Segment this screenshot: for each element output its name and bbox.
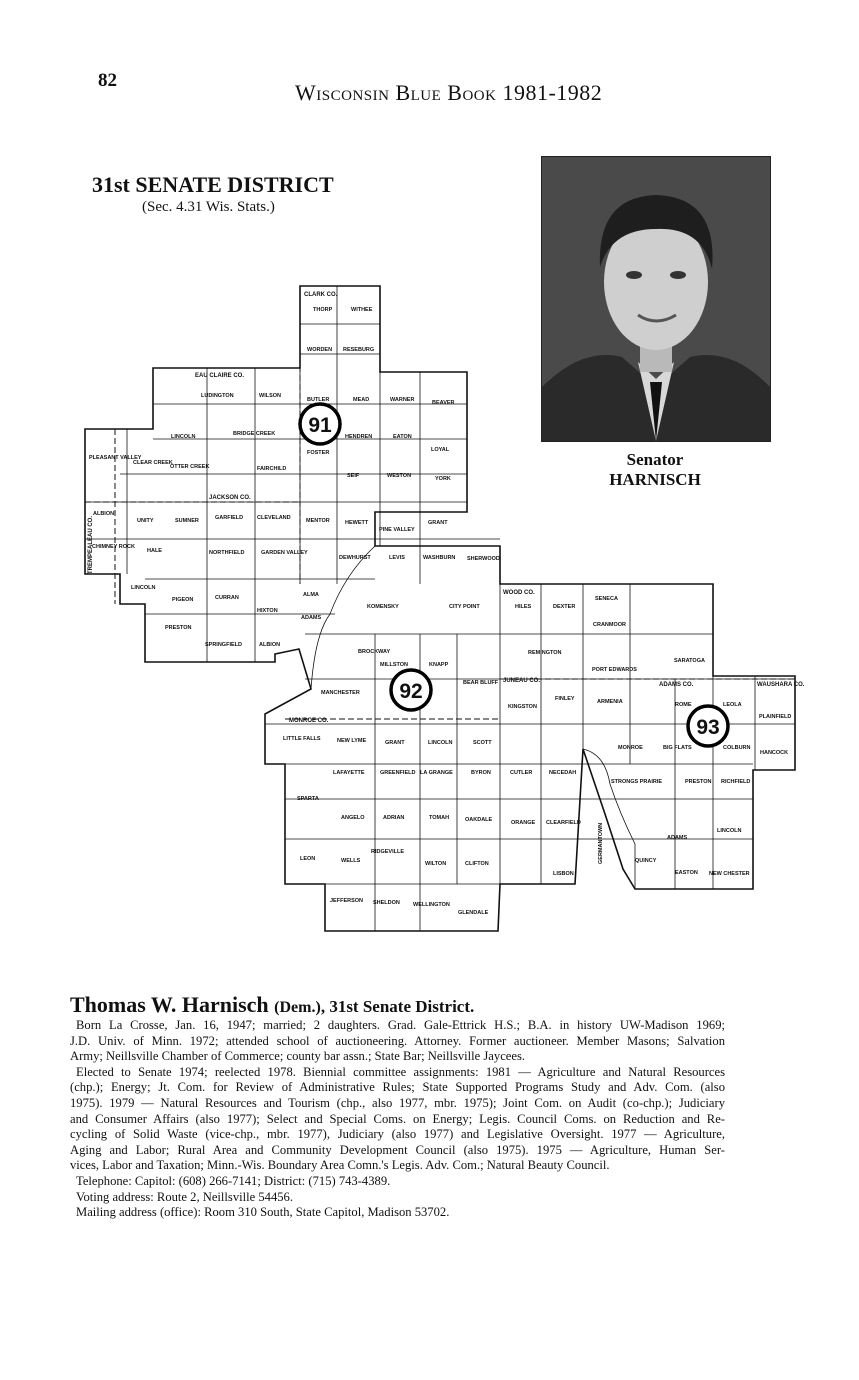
town-label: LEOLA: [723, 702, 742, 708]
bio-line: Army; Neillsville Chamber of Commerce; county bar assn.; State Bar; Neillsville Jaycees.: [70, 1049, 526, 1064]
town-label: ALBION: [93, 511, 115, 517]
town-label: CLEVELAND: [257, 515, 291, 521]
town-label: RIDGEVILLE: [371, 849, 405, 855]
bio-line: Elected to Senate 1974; reelected 1978. Biennial committee assignments: 1981 — Agriculture and Natural Resources: [76, 1064, 725, 1079]
town-label: RICHFIELD: [721, 779, 751, 785]
district-subtitle: (Sec. 4.31 Wis. Stats.): [142, 199, 275, 215]
county-label: WAUSHARA CO.: [757, 682, 805, 688]
town-label: WILTON: [425, 861, 447, 867]
town-label: NEW CHESTER: [709, 871, 750, 877]
town-label: GLENDALE: [458, 910, 489, 916]
photo-caption-name: HARNISCH: [609, 470, 701, 489]
town-label: SARATOGA: [674, 658, 705, 664]
senator-name: Thomas W. Harnisch: [70, 992, 269, 1017]
biography-text: [70, 1018, 725, 1221]
bio-line: Born La Crosse, Jan. 16, 1947; married; 2 daughters. Grad. Gale-Ettrick H.S.; B.A. in history UW-Madison 1969;: [76, 1018, 725, 1032]
town-label: MANCHESTER: [321, 690, 360, 696]
town-label: THORP: [313, 307, 333, 313]
town-label: TOMAH: [429, 815, 450, 821]
district-title: 31st SENATE DISTRICT: [92, 172, 334, 197]
town-label: PLAINFIELD: [759, 714, 792, 720]
bio-line: Voting address: Route 2, Neillsville 54456.: [76, 1189, 293, 1204]
town-label: RESEBURG: [343, 347, 375, 353]
town-label: SHERWOOD: [467, 556, 500, 562]
town-label: KNAPP: [429, 662, 449, 668]
assembly-district-91: 91: [308, 414, 332, 437]
town-label: BROCKWAY: [358, 649, 391, 655]
county-label: MONROE CO.: [289, 718, 329, 724]
town-label: UNITY: [137, 518, 154, 524]
town-label: SPRINGFIELD: [205, 642, 242, 648]
page-number: 82: [98, 70, 117, 91]
town-label: PRESTON: [685, 779, 712, 785]
county-label: JUNEAU CO.: [503, 678, 541, 684]
bio-line: J.D. Univ. of Minn. 1972; attended school of auctioneering. Attorney. Former auctioneer. Member Masons; Salvation: [70, 1033, 725, 1048]
town-label: LINCOLN: [428, 740, 453, 746]
town-label: LAFAYETTE: [333, 770, 365, 776]
bio-line: 1975). 1979 — Natural Resources and Tourism (chp., also 1977, mbr. 1975); Joint Com. on Audit (co-chp.); Judiciary: [70, 1095, 725, 1110]
town-label: PINE VALLEY: [379, 527, 415, 533]
town-label: HEWETT: [345, 520, 369, 526]
town-label: ALMA: [303, 592, 319, 598]
town-label: PIGEON: [172, 597, 194, 603]
town-label: HALE: [147, 548, 162, 554]
town-label: CITY POINT: [449, 604, 480, 610]
town-label: CUTLER: [510, 770, 533, 776]
town-label: ALBION: [259, 642, 281, 648]
town-label: WASHBURN: [423, 555, 456, 561]
town-label: DEXTER: [553, 604, 576, 610]
town-label: WARNER: [390, 397, 415, 403]
town-label: MONROE: [618, 745, 643, 751]
town-label: LINCOLN: [171, 434, 196, 440]
town-label: KINGSTON: [508, 704, 537, 710]
bio-line: (chp.); Energy; Jt. Com. for Review of Administrative Rules; State Supported Programs Study and Adv. Com. (also: [70, 1080, 725, 1095]
town-label: GARFIELD: [215, 515, 244, 521]
town-label: HILES: [515, 604, 532, 610]
town-label: LOYAL: [431, 447, 450, 453]
town-label: OAKDALE: [465, 817, 493, 823]
photo-caption-title: Senator: [626, 450, 684, 469]
district-label: , 31st Senate District.: [320, 997, 475, 1016]
town-label: SPARTA: [297, 796, 319, 802]
town-label: WELLINGTON: [413, 902, 450, 908]
town-label: OTTER CREEK: [170, 464, 210, 470]
town-label: BYRON: [471, 770, 491, 776]
town-label: CLEAR CREEK: [133, 460, 173, 466]
town-label: LINCOLN: [717, 828, 742, 834]
town-label: GARDEN VALLEY: [261, 550, 308, 556]
town-label: GREENFIELD: [380, 770, 416, 776]
bio-heading: [70, 992, 474, 1018]
assembly-district-93: 93: [696, 716, 720, 739]
town-label: SEIF: [347, 473, 360, 479]
town-label: BRIDGE CREEK: [233, 431, 276, 437]
town-label: CHIMNEY ROCK: [92, 544, 135, 550]
town-label: WORDEN: [307, 347, 333, 353]
town-label: ADAMS: [301, 615, 322, 621]
town-label: ARMENIA: [597, 699, 623, 705]
town-label: SUMNER: [175, 518, 199, 524]
town-label: CURRAN: [215, 595, 239, 601]
town-label: COLBURN: [723, 745, 751, 751]
town-label: REMINGTON: [528, 650, 562, 656]
town-label: FOSTER: [307, 450, 330, 456]
town-label: GRANT: [385, 740, 405, 746]
town-label: ANGELO: [341, 815, 365, 821]
district-outline: [85, 286, 795, 931]
bio-line: cycling of Solid Waste (vice-chp., mbr. 1977), Judiciary (also 1977) and Legislative Oversight. 1977 — Agriculture,: [70, 1127, 725, 1142]
town-label: CLIFTON: [465, 861, 489, 867]
town-label: PLEASANT VALLEY: [89, 455, 142, 461]
county-label: TREMPEALEAU CO.: [88, 515, 94, 574]
town-label: LUDINGTON: [201, 393, 234, 399]
town-label: WILSON: [259, 393, 281, 399]
party-label: (Dem.): [274, 999, 321, 1016]
town-label: SCOTT: [473, 740, 492, 746]
running-header-title: Wisconsin Blue Book 1981-1982: [295, 80, 603, 105]
town-label: HANCOCK: [760, 750, 789, 756]
bio-line: Telephone: Capitol: (608) 266-7141; District: (715) 743-4389.: [76, 1173, 391, 1188]
town-label: NORTHFIELD: [209, 550, 245, 556]
bio-line: and Consumer Affairs (also 1977); Select and Special Coms. on Energy; Legis. Council Coms. on Reduction and Re-: [70, 1111, 725, 1126]
town-label: MILLSTON: [380, 662, 409, 668]
senate-district-map: [75, 284, 810, 944]
town-label: CLEARFIELD: [546, 820, 581, 826]
town-label: SENECA: [595, 596, 618, 602]
town-label: FINLEY: [555, 696, 575, 702]
town-label: LITTLE FALLS: [283, 736, 321, 742]
town-label: NEW LYME: [337, 738, 367, 744]
town-label: ADRIAN: [383, 815, 405, 821]
town-label: PORT EDWARDS: [592, 667, 637, 673]
town-label: YORK: [435, 476, 451, 482]
town-label: LA GRANGE: [420, 770, 453, 776]
town-label: ROME: [675, 702, 692, 708]
town-label: JEFFERSON: [330, 898, 364, 904]
town-label: WELLS: [341, 858, 361, 864]
town-label: EASTON: [675, 870, 698, 876]
town-label: DEWHURST: [339, 555, 371, 561]
county-label: WOOD CO.: [503, 590, 535, 596]
town-label: HENDREN: [345, 434, 373, 440]
town-label: WESTON: [387, 473, 412, 479]
town-label: MEAD: [353, 397, 370, 403]
bio-line: Mailing address (office): Room 310 South, State Capitol, Madison 53702.: [76, 1205, 450, 1220]
town-label: GRANT: [428, 520, 448, 526]
town-label: CRANMOOR: [593, 622, 626, 628]
town-label: SHELDON: [373, 900, 400, 906]
county-label: CLARK CO.: [304, 292, 338, 298]
town-label: BEAR BLUFF: [463, 680, 499, 686]
town-label: ADAMS: [667, 835, 688, 841]
county-label: JACKSON CO.: [209, 495, 251, 501]
town-label: WITHEE: [351, 307, 373, 313]
town-label: NECEDAH: [549, 770, 577, 776]
assembly-district-markers: [300, 404, 728, 746]
town-label: EATON: [393, 434, 412, 440]
town-label: QUINCY: [635, 858, 657, 864]
county-label: EAU CLAIRE CO.: [195, 373, 245, 379]
assembly-district-92: 92: [399, 680, 423, 703]
town-label: PRESTON: [165, 625, 192, 631]
town-label: STRONGS PRAIRIE: [611, 779, 663, 785]
town-label: KOMENSKY: [367, 604, 399, 610]
bio-line: vices, Labor and Taxation; Minn.-Wis. Boundary Area Comn.'s Legis. Adv. Com.; Natural Beauty Council.: [70, 1158, 610, 1173]
town-label: FAIRCHILD: [257, 466, 287, 472]
town-label: HIXTON: [257, 608, 278, 614]
town-label: LISBON: [553, 871, 574, 877]
town-label: GERMANTOWN: [598, 822, 604, 864]
town-label: MENTOR: [306, 518, 330, 524]
town-label: LEVIS: [389, 555, 405, 561]
town-label: BEAVER: [432, 400, 455, 406]
county-label: ADAMS CO.: [659, 682, 694, 688]
town-label: BIG FLATS: [663, 745, 692, 751]
town-label: LINCOLN: [131, 585, 156, 591]
town-label: BUTLER: [307, 397, 330, 403]
town-label: LEON: [300, 856, 316, 862]
town-label: ORANGE: [511, 820, 536, 826]
bio-line: Aging and Labor; Rural Area and Community Development Council (also 1975). 1975 — Agriculture, Human Ser-: [70, 1142, 725, 1157]
